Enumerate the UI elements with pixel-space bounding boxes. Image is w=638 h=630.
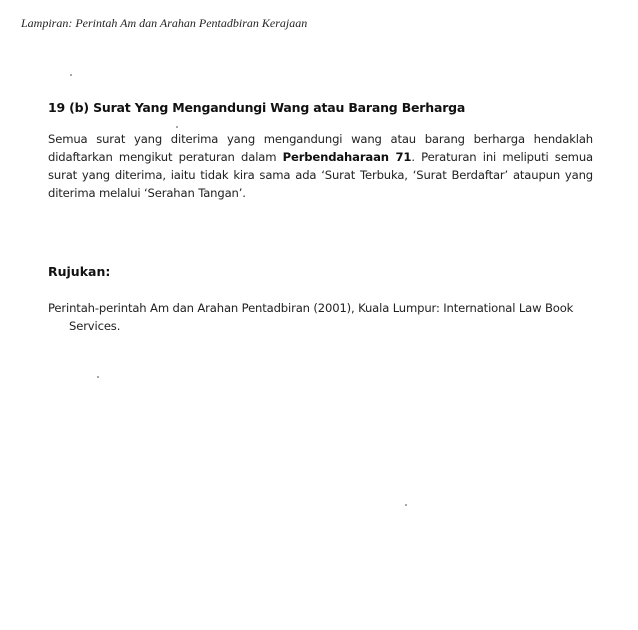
- section-paragraph: [48, 130, 593, 202]
- scan-speck: [176, 126, 178, 128]
- references-title: Rujukan:: [48, 264, 111, 279]
- paragraph-text-end: . Peraturan ini meliputi semua surat yang diterima, iaitu tidak kira sama ada ‘Surat Terbuka, ‘Surat Berdaftar’ ataupun yang diterima melalui ‘Serahan Tangan’.: [48, 150, 593, 200]
- page-header: Lampiran: Perintah Am dan Arahan Pentadbiran Kerajaan: [21, 16, 308, 30]
- scan-speck: [405, 504, 407, 506]
- section-title: 19 (b) Surat Yang Mengandungi Wang atau Barang Berharga: [48, 100, 466, 115]
- scan-speck: [97, 376, 99, 378]
- reference-entry: Perintah-perintah Am dan Arahan Pentadbiran (2001), Kuala Lumpur: International Law Book Services.: [48, 301, 574, 333]
- paragraph-bold-reference: Perbendaharaan 71: [282, 150, 412, 164]
- scan-speck: [70, 74, 72, 76]
- paragraph-text-start: Semua surat yang diterima yang mengandungi wang atau barang berharga hendaklah didaftarkan mengikut peraturan dalam: [48, 132, 593, 164]
